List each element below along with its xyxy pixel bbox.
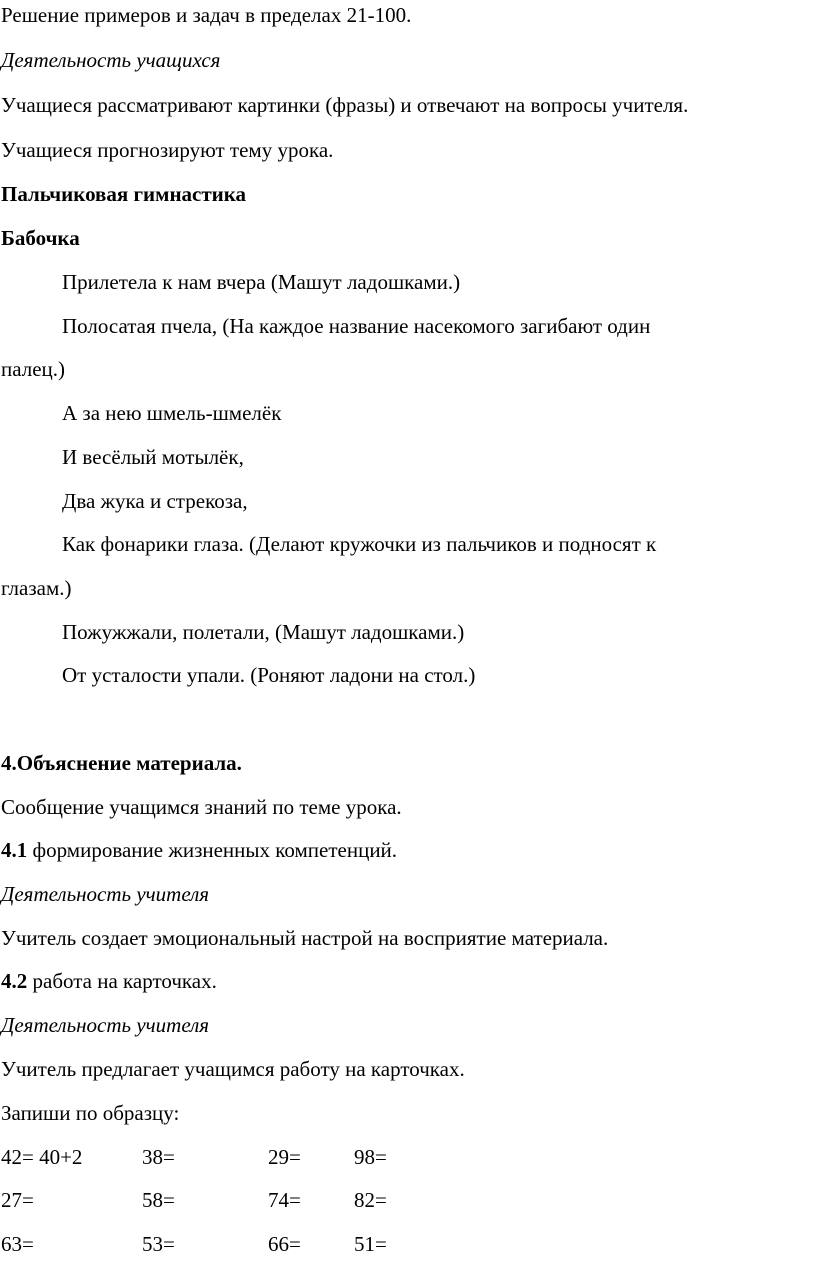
exercise-cell: 74= <box>268 1188 301 1212</box>
poem-line-continuation: палец.) <box>1 357 66 381</box>
poem-title: Бабочка <box>1 226 80 250</box>
section-4-1-role: Деятельность учителя <box>1 882 210 906</box>
exercise-cell: 63= <box>1 1232 34 1256</box>
poem-line: А за нею шмель-шмелёк <box>62 401 282 425</box>
exercise-cell: 29= <box>268 1145 301 1169</box>
poem-line: Как фонарики глаза. (Делают кружочки из пальчиков и подносят к <box>62 532 657 556</box>
section-4-1-line <box>1 840 397 861</box>
finger-gymnastics-heading: Пальчиковая гимнастика <box>1 182 247 206</box>
section-4-1-number: 4.1 <box>1 838 28 862</box>
poem-line: И весёлый мотылёк, <box>62 445 244 469</box>
poem-line-continuation: глазам.) <box>1 576 72 600</box>
section-4-heading: 4.Объяснение материала. <box>1 751 242 775</box>
section-4-2-number: 4.2 <box>1 969 28 993</box>
poem-line: Два жука и стрекоза, <box>62 489 248 513</box>
exercise-cell: 42= 40+2 <box>1 1145 83 1169</box>
section-4-2-line <box>1 971 217 992</box>
poem-line: Пожужжали, полетали, (Машут ладошками.) <box>62 620 465 644</box>
poem-line: От усталости упали. (Роняют ладони на стол.) <box>62 663 476 687</box>
exercise-cell: 66= <box>268 1232 301 1256</box>
section-4-intro: Сообщение учащимся знаний по теме урока. <box>1 795 402 819</box>
students-forecast-line: Учащиеся прогнозируют тему урока. <box>1 138 334 162</box>
students-activity-desc: Учащиеся рассматривают картинки (фразы) и отвечают на вопросы учителя. <box>1 93 689 117</box>
exercise-cell: 58= <box>142 1188 175 1212</box>
exercise-cell: 98= <box>354 1145 387 1169</box>
exercise-cell: 27= <box>1 1188 34 1212</box>
section-4-1-text: формирование жизненных компетенций. <box>27 838 398 862</box>
exercise-cell: 53= <box>142 1232 175 1256</box>
section-4-2-role: Деятельность учителя <box>1 1013 210 1037</box>
section-4-2-desc: Учитель предлагает учащимся работу на карточках. <box>1 1057 465 1081</box>
poem-line: Прилетела к нам вчера (Машут ладошками.) <box>62 270 461 294</box>
exercise-cell: 82= <box>354 1188 387 1212</box>
poem-line: Полосатая пчела, (На каждое название насекомого загибают один <box>62 314 651 338</box>
students-activity-label: Деятельность учащихся <box>1 48 221 72</box>
exercise-cell: 38= <box>142 1145 175 1169</box>
exercise-cell: 51= <box>354 1232 387 1256</box>
exercise-instruction: Запиши по образцу: <box>1 1101 180 1125</box>
section-4-2-text: работа на карточках. <box>27 969 217 993</box>
lesson-goal-line: Решение примеров и задач в пределах 21-100. <box>1 3 412 27</box>
section-4-1-desc: Учитель создает эмоциональный настрой на восприятие материала. <box>1 926 609 950</box>
